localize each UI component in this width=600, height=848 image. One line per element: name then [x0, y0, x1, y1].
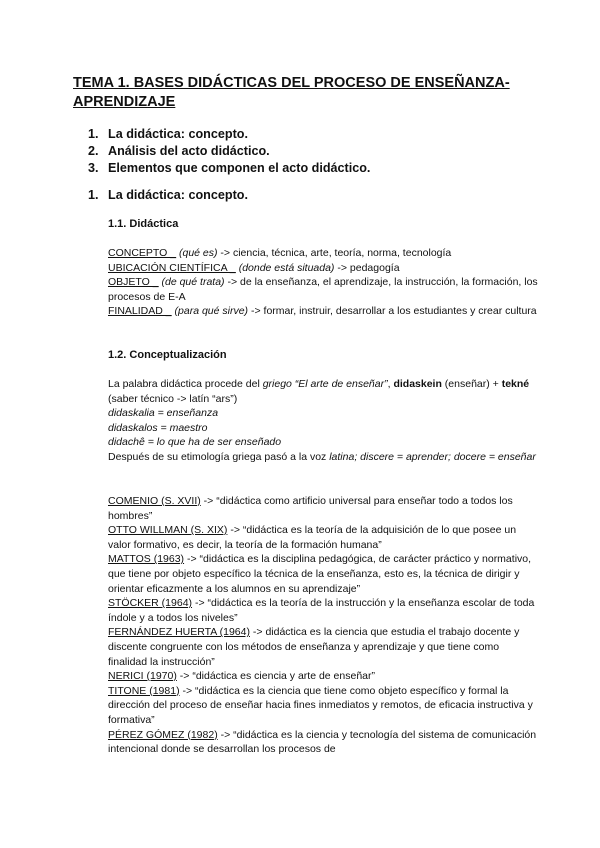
section-number: 1.	[88, 188, 99, 202]
outline-item	[88, 143, 370, 160]
definition-question: (donde está situada)	[235, 261, 335, 274]
definition-label: OBJETO _	[108, 276, 159, 289]
author-name: TITONE (1981)	[108, 684, 180, 697]
outline-item	[88, 160, 370, 177]
definition-row	[108, 246, 538, 261]
definition-text: -> formar, instruir, desarrollar a los estudiantes y crear cultura	[248, 305, 537, 318]
document-title: TEMA 1. BASES DIDÁCTICAS DEL PROCESO DE ENSEÑANZA-APRENDIZAJE	[73, 75, 510, 110]
definition-question: (de qué trata)	[158, 276, 225, 289]
greek-term: didaskalos = maestro	[108, 421, 208, 434]
text-run: (enseñar) +	[441, 378, 502, 390]
didactica-definitions	[108, 246, 538, 319]
author-quote: -> “didáctica es la ciencia que tiene como objeto específico y formal la dirección del proceso de enseñar hacia fines inmediatos y remotos, de eficacia instructiva y formativa”	[108, 684, 533, 726]
text-run: Después de su etimología griega pasó a la voz	[108, 450, 330, 463]
author-name: OTTO WILLMAN (S. XIX)	[108, 524, 228, 537]
section-title: La didáctica: concepto.	[108, 188, 248, 202]
text-run: griego “El arte de enseñar”	[262, 378, 388, 390]
author-quote: -> “didáctica es la teoría de la adquisición de lo que posee un valor formativo, es decir, la teoría de la formación humana”	[108, 524, 517, 551]
greek-term: didachê = lo que ha de ser enseñado	[108, 436, 282, 449]
outline-list	[88, 126, 370, 177]
author-name: STÖCKER (1964)	[108, 597, 193, 610]
outline-text: Elementos que componen el acto didáctico.	[108, 161, 371, 175]
latin-paragraph	[108, 450, 538, 465]
author-entry	[108, 596, 538, 625]
section-heading	[88, 187, 248, 204]
etymology-paragraph	[108, 377, 538, 406]
outline-number: 2.	[88, 144, 99, 158]
outline-item	[88, 126, 370, 143]
author-entry	[108, 669, 538, 684]
outline-number: 3.	[88, 161, 99, 175]
author-name: COMENIO (S. XVII)	[108, 495, 201, 507]
text-run: (saber técnico -> latín “ars”)	[108, 392, 238, 405]
greek-term: didaskalia = enseñanza	[108, 407, 219, 420]
outline-number: 1.	[88, 127, 99, 141]
author-definitions	[108, 494, 538, 757]
author-entry	[108, 552, 538, 596]
author-entry	[108, 625, 538, 669]
definition-label: UBICACIÓN CIENTÍFICA _	[108, 261, 236, 274]
outline-text: La didáctica: concepto.	[108, 127, 248, 141]
definition-row	[108, 275, 538, 304]
text-run: ,	[387, 378, 394, 390]
author-quote: -> “didáctica es la teoría de la instrucción y la enseñanza escolar de toda índole y a todos los niveles”	[108, 597, 535, 624]
author-entry	[108, 523, 538, 552]
definition-text: -> de la enseñanza, el aprendizaje, la instrucción, la formación, los procesos de E-A	[108, 276, 538, 303]
author-entry	[108, 728, 538, 757]
author-quote: -> “didáctica como artificio universal para enseñar todo a todos los hombres”	[108, 495, 513, 522]
author-quote: -> “didáctica es la ciencia y tecnología del sistema de comunicación intencional donde se desarrollan los procesos de	[108, 728, 537, 756]
subsection-heading-1-2: 1.2. Conceptualización	[108, 349, 227, 361]
definition-row	[108, 261, 538, 276]
term-didaskein: didaskein	[393, 378, 442, 390]
definition-label: CONCEPTO _	[108, 247, 177, 259]
definition-row	[108, 304, 538, 319]
definition-question: (qué es)	[176, 247, 218, 259]
author-quote: -> “didáctica es ciencia y arte de enseñar”	[176, 670, 376, 683]
etymology-block	[108, 377, 538, 465]
author-entry	[108, 684, 538, 728]
outline-text: Análisis del acto didáctico.	[108, 144, 270, 158]
author-name: NERICI (1970)	[108, 670, 177, 683]
term-tekne: tekné	[501, 378, 530, 390]
definition-text: -> ciencia, técnica, arte, teoría, norma, tecnología	[217, 247, 452, 259]
text-run: La palabra didáctica procede del	[108, 378, 263, 390]
definition-label: FINALIDAD _	[108, 305, 172, 318]
author-name: MATTOS (1963)	[108, 553, 185, 566]
author-quote: -> “didáctica es la disciplina pedagógica, de carácter práctico y normativo, que tiene por objeto específico la técnica de la enseñanza, esto es, la técnica de dirigir y orientar eficazmente a los alumnos en su aprendizaje”	[108, 553, 532, 595]
subsection-heading-1-1: 1.1. Didáctica	[108, 218, 179, 230]
text-run: latina; discere = aprender; docere = enseñar	[329, 450, 536, 463]
author-name: PÉREZ GÓMEZ (1982)	[108, 728, 218, 741]
author-name: FERNÁNDEZ HUERTA (1964)	[108, 626, 250, 639]
author-entry	[108, 494, 538, 523]
definition-text: -> pedagogía	[334, 261, 400, 274]
author-quote: -> didáctica es la ciencia que estudia el trabajo docente y discente congruente con los métodos de enseñanza y aprendizaje y que tiene como finalidad la instrucción”	[108, 626, 520, 668]
definition-question: (para qué sirve)	[171, 305, 249, 318]
